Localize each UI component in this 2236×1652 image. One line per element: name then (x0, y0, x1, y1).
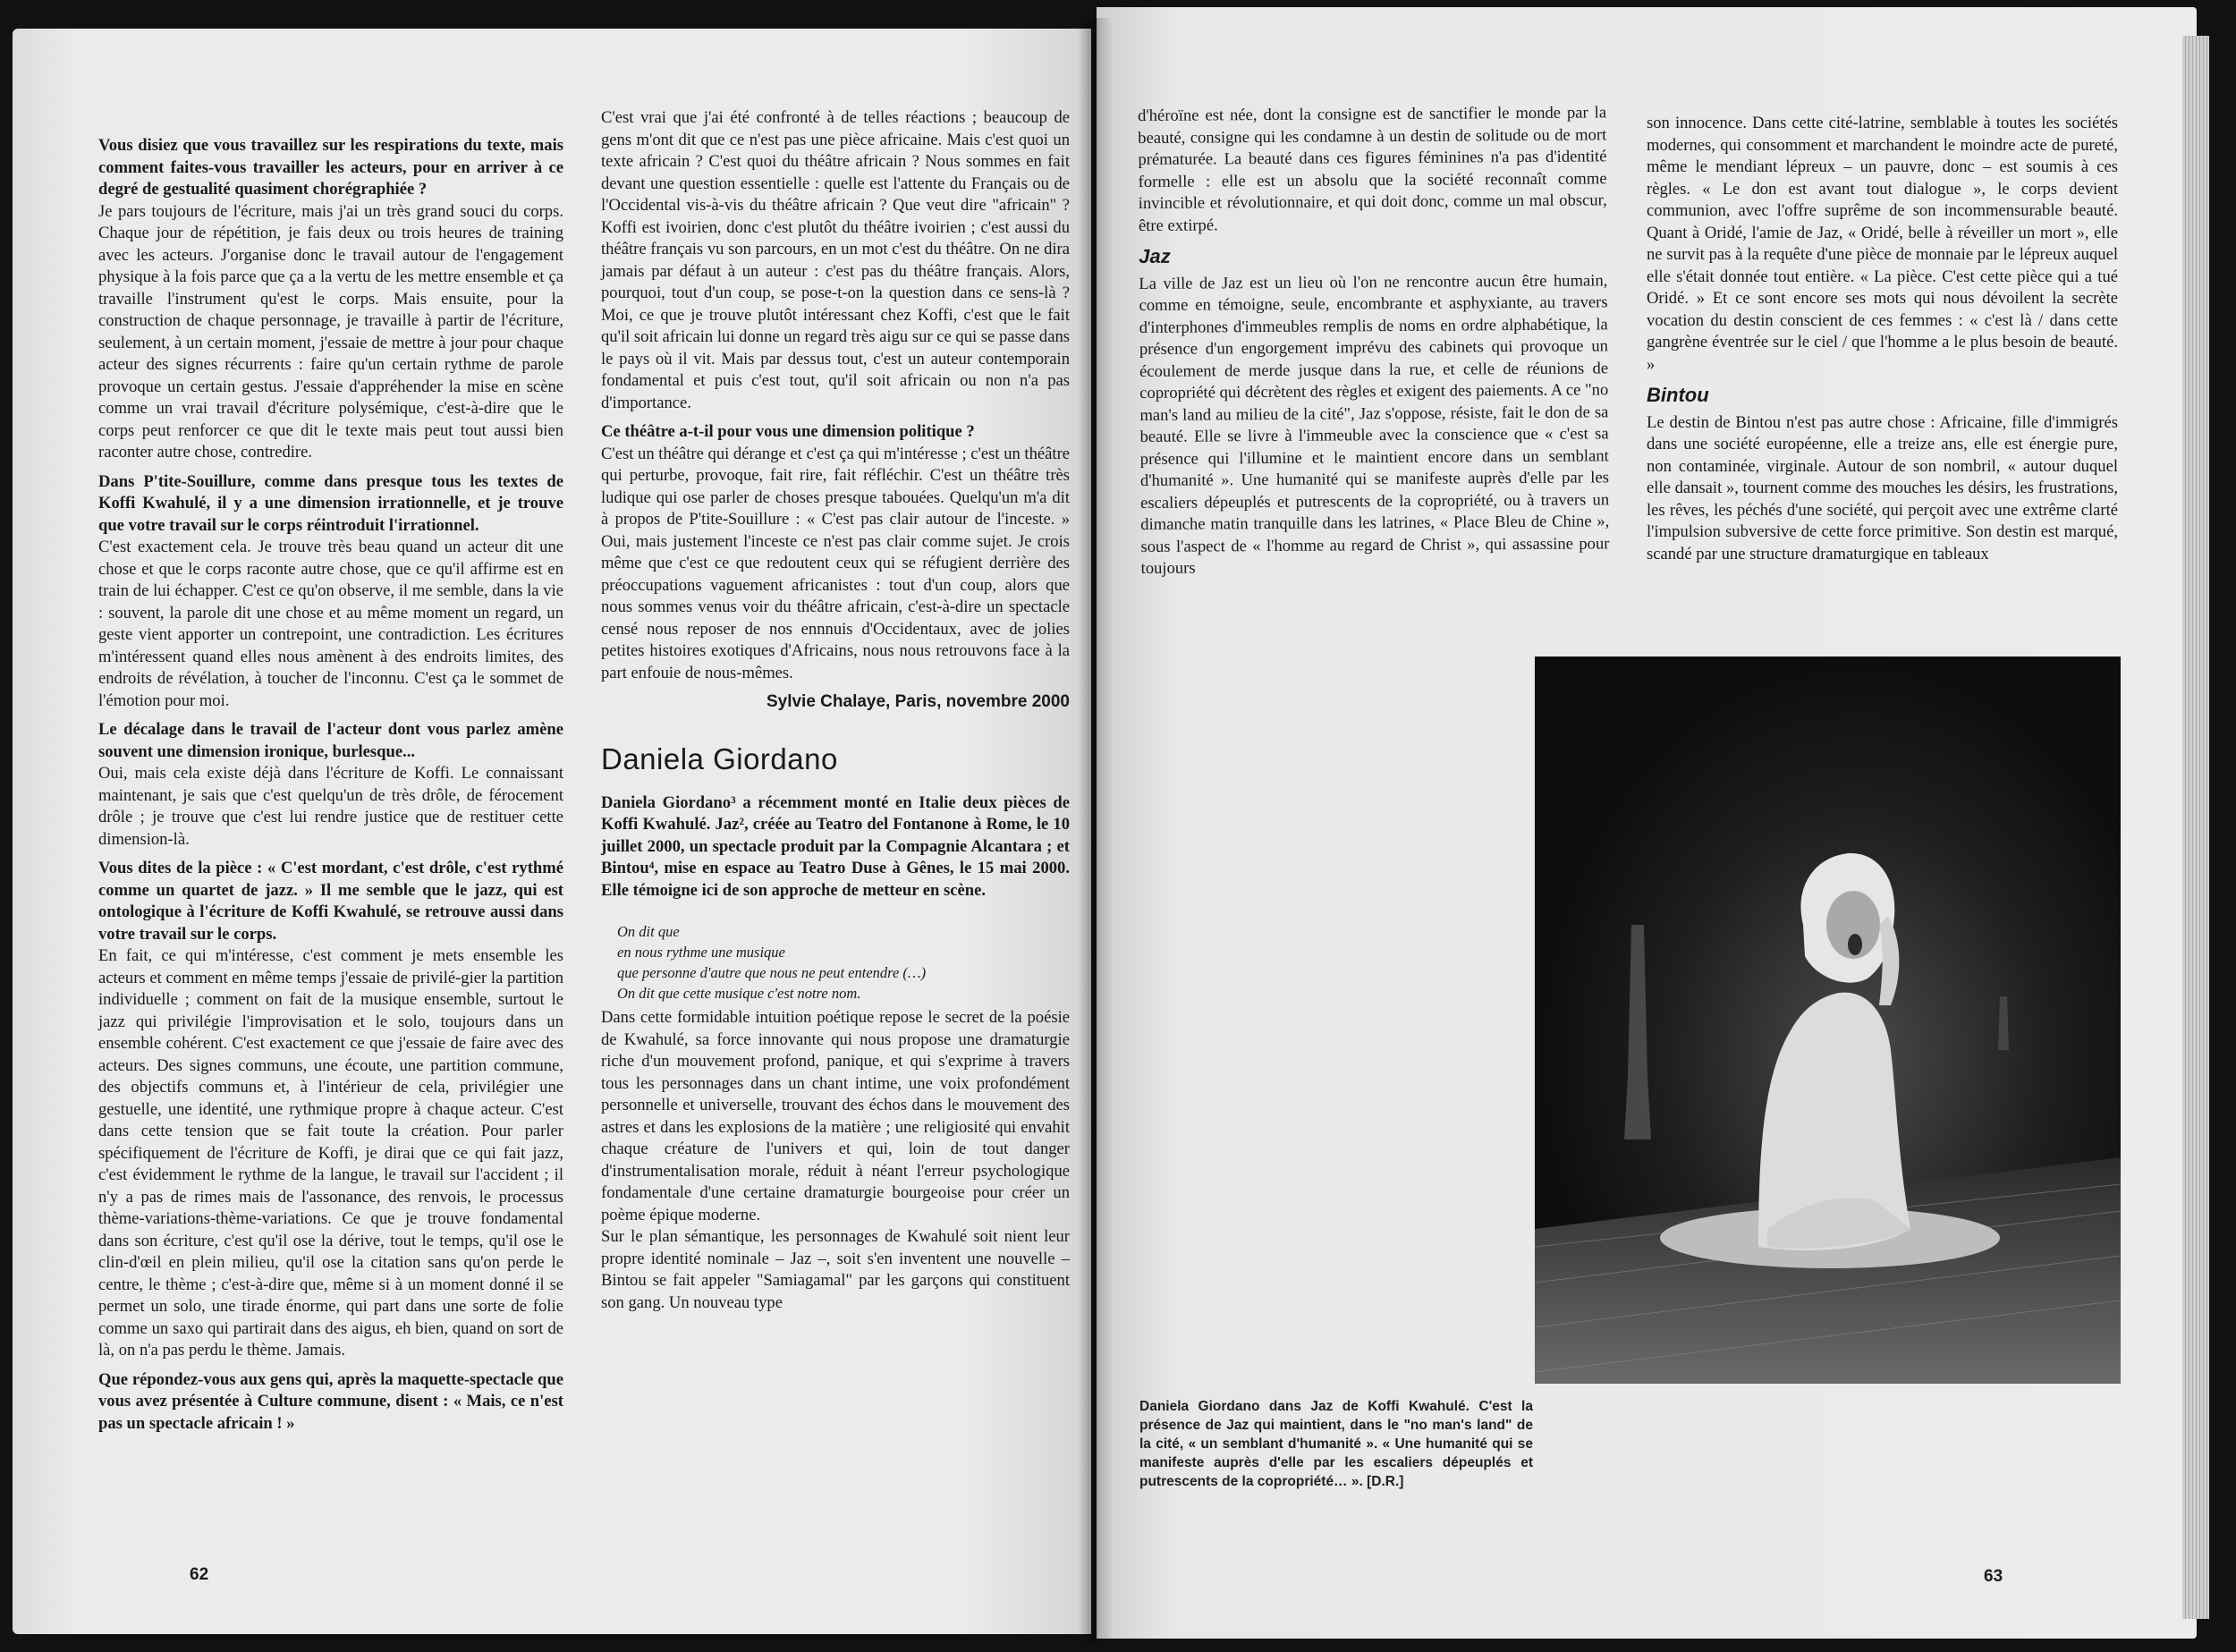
interview-question: Vous dites de la pièce : « C'est mordant, c'est drôle, c'est rythmé comme un quartet de jazz. » Il me semble que le jazz, qui est ontologique à l'écriture de Koffi Kwahulé, se retrouve aussi dans votre travail sur le corps. (98, 859, 563, 944)
body-paragraph: son innocence. Dans cette cité-latrine, semblable à toutes les sociétés modernes, qui consomment et marchandent le moindre acte de pureté, même le mendiant lépreux – un pauvre, donc – est soumis à ces règles. « Le don est avant tout dialogue », le corps devient communion, avec l'offre suprême de son incommensurable beauté. Quant à Oridé, l'amie de Jaz, « Oridé, belle à réveiller un mort », elle ne survit pas à la requête d'une pièce de monnaie par le lépreux auquel elle s'était donnée tout entière. « La pièce. C'est cette pièce qui a tué Oridé. » Et ce sont encore ses mots qui nous dévoilent la secrète vocation du destin conscient de ces femmes : « c'est là / dans cette gangrène éventrée sur le ciel / que l'homme a le plus besoin de beauté. » (1647, 114, 2118, 374)
left-column-2 (601, 107, 1070, 1314)
page-edges (2182, 36, 2209, 1619)
signature: Sylvie Chalaye, Paris, novembre 2000 (766, 692, 1070, 711)
left-column-1 (98, 128, 563, 1435)
body-paragraph: Sur le plan sémantique, les personnages de Kwahulé soit nient leur propre identité nominale – Jaz –, soit s'en inventent une nouvelle – Bintou se fait appeler "Samiagamal" par les garçons qui constituent son gang. Un nouveau type (601, 1227, 1070, 1312)
interview-question: Ce théâtre a-t-il pour vous une dimension politique ? (601, 422, 975, 441)
body-paragraph: Oui, mais cela existe déjà dans l'écriture de Koffi. Le connaissant maintenant, je sais que c'est quelqu'un de très drôle, de férocement drôle ; je trouve que c'est lui rendre justice que de restituer cette dimension-là. (98, 764, 563, 849)
body-paragraph: C'est un théâtre qui dérange et c'est ça qui m'intéresse ; c'est un théâtre qui perturbe, provoque, fait rire, fait réfléchir. C'est un théâtre très ludique qui ose parler de choses presque tabouées. Quelqu'un m'a dit à propos de P'tite-Souillure : « C'est pas clair autour de l'inceste. » Oui, mais justement l'inceste ce n'est pas clair comme sujet. Je crois même que c'est ce que redoutent ceux qui se réfugient derrière des préoccupations vaguement africanistes : tout d'un coup, alors que nous sommes venus voir du théâtre africain, c'est-à-dire un spectacle censé nous reposer de nos ennnuis d'Occidentaux, avec de jolies petites histoires exotiques d'Africains, nous nous retrouvons face à la part enfouie de nous-mêmes. (601, 444, 1071, 682)
body-paragraph: Je pars toujours de l'écriture, mais j'ai un très grand souci du corps. Chaque jour de répétition, je fais deux ou trois heures de training avec les acteurs. J'organise donc le travail autour de l'engagement physique à la fois parce que ça a la vertu de les mettre ensemble et ça travaille l'instrument qu'est le corps. Mais ensuite, pour la construction de chaque personnage, je travaille à partir de l'écriture, seulement, à un certain moment, j'essaie de mettre à jour pour chaque acteur des signes récurrents : faire qu'un certain rythme de parole provoque un certain gestus. J'essaie d'appréhender la mise en scène comme un vrai travail d'écriture polysémique, c'est-à-dire que le corps peut renforcer ce que dit le texte mais peut tout aussi bien raconter autre chose, contredire. (98, 201, 563, 462)
body-paragraph: C'est exactement cela. Je trouve très beau quand un acteur dit une chose et que le corps raconte autre chose, que ce qu'il affirme est en train de lui échapper. C'est ce qu'on observe, il me semble, dans la vie : souvent, la parole dit une chose et au même moment un regard, un geste vient apporter un contrepoint, une contradiction. Les écritures m'intéressent quand elles nous amènent à des endroits limites, des endroits de révélation, à toucher de l'inconnu. C'est ça le sommet de l'émotion pour moi. (98, 538, 563, 710)
interview-question: Vous disiez que vous travaillez sur les respirations du texte, mais comment faites-vous travailler les acteurs, pour en arriver à ce degré de gestualité quasiment chorégraphiée ? (98, 136, 563, 199)
body-paragraph: C'est vrai que j'ai été confronté à de telles réactions ; beaucoup de gens m'ont dit que ce n'est pas une pièce africaine. Mais c'est quoi un texte africain ? C'est quoi du théâtre africain ? Nous sommes en fait devant une question essentielle : quelle est l'attente du Français ou de l'Occidental vis-à-vis du théâtre africain ? Que veut dire "africain" ? Koffi est ivoirien, donc c'est plutôt du théâtre ivoirien ; c'est aussi du théâtre français vu son parcours, en un mot c'est du théâtre. On ne dira jamais par défaut à un auteur : c'est pas du théâtre français. Alors, pourquoi, tout d'un coup, se pose-t-on la question dans ce sens-là ? Moi, ce que je trouve plutôt intéressant chez Koffi, c'est que le fait qu'il soit africain lui donne un regard très aigu sur ce qui se passe dans le pays où il vit. Mais par dessus tout, c'est un auteur contemporain fondamental et puis c'est tout, qu'il soit africain ou non n'a pas d'importance. (601, 108, 1070, 412)
stage-photo (1535, 657, 2121, 1384)
body-paragraph: Le destin de Bintou n'est pas autre chose : Africaine, fille d'immigrés dans une société européenne, elle a treize ans, elle est énergie pure, non contaminée, virginale. Autour de son nombril, « autour duquel elle dansait », tournent comme des mouches les désirs, les frustrations, les rêves, les péchés d'une société, qui perçoit avec une extrême clarté l'impulsion subversive de cette force primitive. Son destin est marqué, scandé par une structure dramaturgique en tableaux (1647, 412, 2118, 563)
body-paragraph: Dans cette formidable intuition poétique repose le secret de la poésie de Kwahulé, sa force innovante qui nous propose une dramaturgie riche d'un mouvement profond, panique, et qui s'exprime à travers tous les personnages dans un chant intime, une voix profondément personnelle et universelle, trouvant des échos dans le mouvement des astres et dans les explosions de la matière ; une religiosité qui envahit chaque créature de l'univers et qui, loin de tout danger d'instrumentalisation morale, réduit à néant l'erreur psychologique fondamentale d'une certaine dramaturgie bourgeoise pour créer un poème épique moderne. (601, 1008, 1070, 1224)
photo-caption: Daniela Giordano dans Jaz de Koffi Kwahulé. C'est la présence de Jaz qui maintient, dans le "no man's land" de la cité, « un semblant d'humanité ». « Une humanité qui se manifeste auprès d'elle par les escaliers dépeuplés et putrescents de la copropriété… ». [D.R.] (1139, 1399, 1533, 1489)
body-paragraph: d'héroïne est née, dont la consigne est de sanctifier le monde par la beauté, consigne qui les condamne à un destin de solitude ou de mort prématurée. La beauté dans ces figures féminines n'a pas d'identité formelle : elle est un absolu que la société reconnaît comme invincible et révolutionnaire, et qui doit donc, comme un mal obscur, être extirpé. (1138, 103, 1607, 235)
subsection-heading: Bintou (1647, 384, 1709, 406)
book-gutter (1078, 18, 1114, 1641)
page-number-left: 62 (190, 1565, 209, 1584)
poem-quote: On dit que en nous rythme une musique que personne d'autre que nous ne peut entendre (…) On dit que cette musique c'est notre nom. (617, 923, 927, 1002)
interview-question: Dans P'tite-Souillure, comme dans presque tous les textes de Koffi Kwahulé, il y a une dimension irrationnelle, et je trouve que votre travail sur le corps réintroduit l'irrationnel. (98, 471, 563, 535)
section-heading: Daniela Giordano (601, 741, 838, 775)
interview-question: Que répondez-vous aux gens qui, après la maquette-spectacle que vous avez présentée à Culture commune, disent : « Mais, ce n'est pas un spectacle africain ! » (98, 1369, 563, 1433)
subsection-heading: Jaz (1139, 244, 1171, 267)
photo-jaz-performance (1535, 657, 2121, 1384)
right-column-1 (1138, 102, 1610, 580)
right-column-2 (1647, 113, 2118, 565)
body-paragraph: En fait, ce qui m'intéresse, c'est comment je mets ensemble les acteurs et comment en même temps j'essaie de privilé-gier la partition individuelle ; comment on fait de la musique ensemble, surtout le jazz qui privilégie l'improvisation et le solo, toujours dans un ensemble cohérent. C'est exactement ce que j'essaie de faire avec des acteurs. Des signes communs, une écoute, une partition commune, des objectifs communs et, à l'intérieur de cela, privilégier une gestuelle, une identité, une rythmique propre à chaque acteur. C'est dans cette tension que se fait toute la création. Pour parler spécifiquement de l'écriture de Koffi, je dirai que ce qui fait jazz, c'est évidemment le rythme de la langue, le travail sur l'accident ; il n'y a pas de rimes mais de l'assonance, des renvois, le processus thème-variations-thème-variations. Ce que je trouve fondamental dans son écriture, c'est qu'il ose la dérive, tout le temps, qu'il ose le clin-d'œil en plein milieu, qu'il ose la citation sans qu'on perde le centre, le thème ; c'est-à-dire que, même si à un moment donné il se permet un solo, une tirade énorme, qui part dans une sorte de folie comme un saxo qui partirait dans des aigus, eh bien, quand on sort de là, on n'a pas perdu le thème. Jamais. (98, 946, 563, 1360)
interview-question: Le décalage dans le travail de l'acteur dont vous parlez amène souvent une dimension ironique, burlesque... (98, 720, 563, 761)
page-number-right: 63 (1984, 1567, 2003, 1586)
body-paragraph: La ville de Jaz est un lieu où l'on ne rencontre aucun être humain, comme en témoigne, seule, encombrante et asphyxiante, au travers d'interphones d'immeubles remplis de noms en ordre alphabétique, la présence d'un engorgement imprévu des cabinets qui provoque un écoulement de merde jusque dans la rue, et celle de réunions de copropriété qui décrètent des règles et exigent des paiements. A ce "no man's land au milieu de la cité", Jaz s'oppose, résiste, fait le don de sa beauté. Elle se livre à l'immeuble avec la conscience que « c'est sa présence qui l'illumine et le maintient encore dans un semblant d'humanité ». Une humanité qui se manifeste auprès d'elle par les escaliers dépeuplés et putrescents de la copropriété, ou à travers un dimanche matin tranquille dans les latrines, « Place Bleu de Chine », sous l'aspect de « l'homme au regard de Christ », qui assassine pour toujours (1139, 270, 1610, 578)
body-paragraph: Daniela Giordano³ a récemment monté en Italie deux pièces de Koffi Kwahulé. Jaz², créée au Teatro del Fontanone à Rome, le 10 juillet 2000, un spectacle produit par la Compagnie Alcantara ; et Bintou⁴, mise en espace au Teatro Duse à Gênes, le 15 mai 2000. Elle témoigne ici de son approche de metteur en scène. (601, 792, 1070, 900)
